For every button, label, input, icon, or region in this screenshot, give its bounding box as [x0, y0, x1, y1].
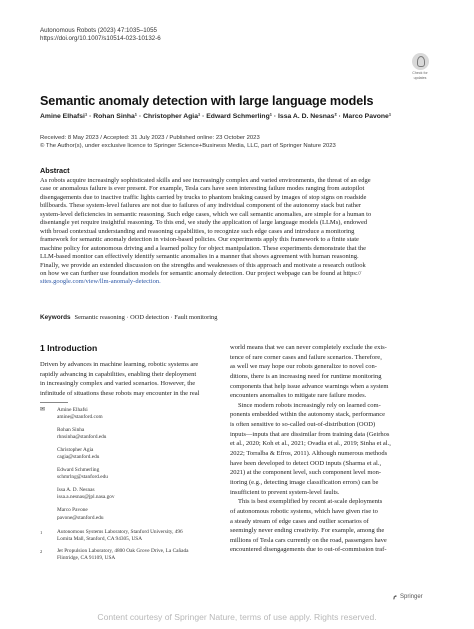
journal-citation: Autonomous Robots (2023) 47:1035–1055	[40, 27, 157, 34]
abstract-line: framework for semantic anomaly detection in vision-based policies. Our experiments apply this framework to a finite state	[40, 236, 359, 244]
author-email[interactable]: schmrlng@stanford.edu	[57, 474, 108, 481]
body-line: 2021) at the component level, such component level mon-	[230, 469, 382, 477]
body-line: in increasingly complex and varied scenarios. However, the	[40, 380, 196, 388]
body-line: encounters anomalies to mitigate rare failure modes.	[230, 392, 367, 400]
section-heading-introduction: 1 Introduction	[40, 343, 98, 353]
right-column-text	[230, 343, 434, 555]
body-line: is often sensitive to so-called out-of-distribution (OOD)	[230, 421, 376, 429]
courtesy-footer: Content courtesy of Springer Nature, terms of use apply. Rights reserved.	[97, 612, 377, 622]
body-line: as well we may hope our robots generalize to novel con-	[230, 363, 377, 371]
author-email[interactable]: rhnsinha@stanford.edu	[57, 434, 107, 441]
author-name: Edward Schmerling	[57, 467, 100, 474]
body-line: Since modern robots increasingly rely on learned com-	[238, 401, 381, 409]
abstract-line: Finally, we provide an extended discussion on the strengths and weaknesses of this approach and motivate a research outlook	[40, 261, 366, 269]
body-line: encountered disengagements due to out-of-commission traf-	[230, 546, 387, 554]
body-line: inputs—inputs that are dissimilar from training data (Geirhos	[230, 430, 390, 438]
affiliation-1	[40, 529, 228, 543]
keywords-label: Keywords	[40, 314, 71, 321]
badge-label-1: Check for	[412, 71, 428, 75]
abstract-line: disengagements due to inactive traffic lights carried by trucks to phantom braking caused by images of stop signs on roadside	[40, 193, 367, 201]
keywords-text: Semantic reasoning · OOD detection · Fault monitoring	[74, 314, 218, 321]
body-line: 2022; Torralba & Efros, 2011). Although numerous methods	[230, 450, 388, 458]
body-line: tence of rare corner cases and failure scenarios. Therefore,	[230, 353, 382, 361]
body-line: et al., 2020; Koh et al., 2021; Ovadia et al., 2019; Sinha et al.,	[230, 440, 391, 448]
body-line: of autonomous robotic systems, which have given rise to	[230, 507, 378, 515]
abstract-line: disentangle yet require insightful reasoning. To this end, we study the application of large language models (LLMs), endowed	[40, 219, 368, 227]
body-line: ponents embedded within the autonomy stack, performance	[230, 411, 386, 419]
abstract-line: billboards. These system-level failures are not due to failures of any individual component of the autonomy stack but rather	[40, 202, 361, 210]
affiliation-number: 2	[40, 548, 43, 554]
copyright-line: © The Author(s), under exclusive licence to Springer Science+Business Media, LLC, part of Springer Nature 2023	[40, 143, 336, 150]
footnote-divider	[40, 402, 68, 403]
body-line: Driven by advances in machine learning, robotic systems are	[40, 361, 199, 368]
affiliation-line: Lomita Mall, Stanford, CA 94305, USA	[57, 535, 143, 542]
body-line: have been developed to detect OOD inputs (Sharma et al.,	[230, 459, 382, 467]
affiliation-line: Autonomous Systems Laboratory, Stanford University, 496	[57, 528, 183, 535]
author-name: Christopher Agia	[57, 447, 94, 454]
keywords	[40, 314, 217, 321]
body-line: infinitude of situations these robots may encounter in the real	[40, 389, 200, 397]
abstract-line: As robots acquire increasingly sophisticated skills and see increasingly complex and varied environments, the threat of an edge	[40, 177, 371, 184]
body-line: rapidly advancing in capabilities, enabling their deployment	[40, 370, 197, 378]
left-column-text	[40, 360, 232, 398]
body-line: components that help issue advance warnings when a system	[230, 382, 389, 390]
abstract-line: LLM-based monitor can effectively identify semantic anomalies in a manner that shows agreement with human reasoning.	[40, 253, 359, 261]
affiliation-number: 1	[40, 529, 43, 535]
abstract-line: system-level deficiencies in semantic reasoning. Such edge cases, which we call semantic anomalies, are simple for a human to	[40, 210, 372, 218]
publication-dates	[40, 134, 336, 151]
envelope-icon: ✉	[40, 407, 46, 413]
author-email[interactable]: issa.a.nesnas@jpl.nasa.gov	[57, 494, 115, 501]
badge-label-2: updates	[413, 76, 427, 81]
author-email[interactable]: pavone@stanford.edu	[57, 514, 104, 521]
affiliation-line: Jet Propulsion Laboratory, 4800 Oak Grove Drive, La Cañada	[57, 547, 189, 554]
abstract-line: with broad contextual understanding and reasoning capabilities, to recognize such edge cases and introduce a monitoring	[40, 227, 355, 235]
publisher-name: Springer	[400, 594, 423, 600]
doi-link[interactable]: https://doi.org/10.1007/s10514-023-10132-6	[40, 35, 161, 42]
abstract-line: on how we can further use foundation models for semantic anomaly detection. Our project webpage can be found at https://	[40, 269, 362, 277]
paper-title: Semantic anomaly detection with large language models	[40, 94, 374, 108]
affiliation-line: Flintridge, CA 91109, USA	[57, 554, 116, 561]
body-line: ditions, there is an increasing need for runtime monitoring	[230, 372, 382, 380]
body-line: seemingly never ending creativity. For example, among the	[230, 527, 385, 535]
body-line: itoring (e.g., detecting image classification errors) can be	[230, 478, 379, 486]
abstract-body	[40, 177, 434, 287]
author-name: Rohan Sinha	[57, 427, 85, 434]
journal-header	[40, 27, 161, 43]
author-email[interactable]: amine@stanford.com	[57, 414, 103, 421]
author-list: Amine Elhafsi¹ · Rohan Sinha¹ · Christopher Agia¹ · Edward Schmerling¹ · Issa A. D. Nesnas² · Marco Pavone¹	[40, 113, 392, 120]
check-for-updates-badge[interactable]	[406, 53, 434, 83]
project-webpage-link[interactable]: sites.google.com/view/llm-anomaly-detection.	[40, 278, 161, 286]
check-for-updates-icon	[412, 53, 429, 70]
author-email[interactable]: cagia@stanford.edu	[57, 454, 100, 461]
body-line: a steady stream of edge cases and outlier scenarios of	[230, 517, 369, 525]
body-line: insufficient to prevent system-level faults.	[230, 488, 340, 496]
abstract-line: machine policy for autonomous driving and a learned policy for object manipulation. These experiments demonstrate that the	[40, 244, 367, 252]
dates-line: Received: 8 May 2023 / Accepted: 31 July 2023 / Published online: 23 October 2023	[40, 135, 260, 141]
correspondence-block	[40, 407, 228, 562]
body-line: millions of Tesla cars currently on the road, passengers have	[230, 536, 387, 544]
publisher-logo	[392, 594, 423, 600]
author-name: Marco Pavone	[57, 507, 88, 514]
author-name: Amine Elhafsi	[57, 407, 88, 413]
affiliation-2	[40, 548, 228, 562]
abstract-line: case or anomalous failure is ever present. For example, Tesla cars have seen interesting failure modes ranging from autopilot	[40, 185, 365, 193]
body-line: world means that we can never completely exclude the exis-	[230, 344, 387, 351]
abstract-heading: Abstract	[40, 166, 70, 175]
springer-horse-icon	[392, 594, 398, 600]
body-line: This is best exemplified by recent at-scale deployments	[238, 498, 383, 506]
author-name: Issa A. D. Nesnas	[57, 487, 95, 494]
